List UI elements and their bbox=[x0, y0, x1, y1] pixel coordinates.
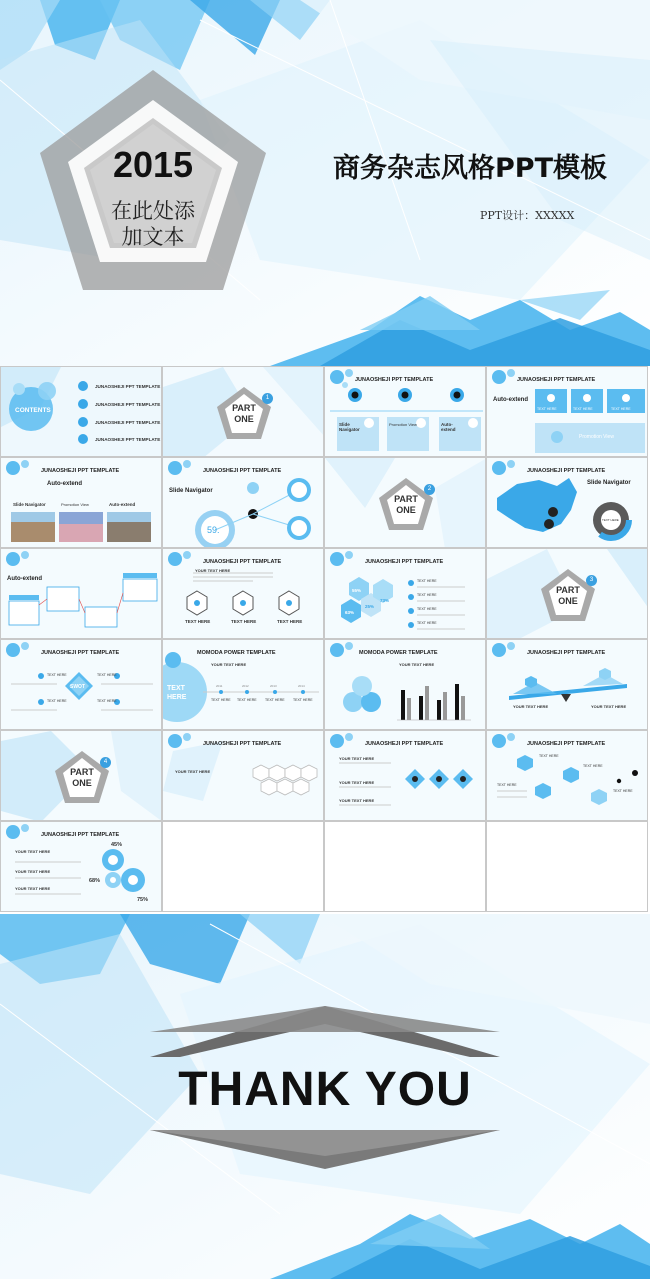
slide-navigator-heading: Slide Navigator bbox=[169, 488, 213, 494]
text-here-1: TEXT HERE bbox=[211, 698, 231, 702]
pct-25: 25% bbox=[365, 604, 375, 609]
your-text-here-2: YOUR TEXT HERE bbox=[339, 780, 375, 785]
text-here-3: TEXT HERE bbox=[417, 607, 437, 611]
text-here-caption-2: TEXT HERE bbox=[573, 407, 593, 411]
year-label-2: 2012 bbox=[242, 684, 249, 688]
cover-year: 2015 bbox=[112, 144, 194, 185]
text-word: TEXT bbox=[167, 685, 185, 692]
slide-nav-label: Slide Navigator bbox=[13, 502, 46, 507]
thumb-slide-navigator-map[interactable] bbox=[486, 457, 648, 548]
pct-63: 63% bbox=[345, 610, 355, 615]
text-here-4: TEXT HERE bbox=[417, 621, 437, 625]
thumb-title: JUNAOSHEJI PPT TEMPLATE bbox=[527, 468, 606, 474]
year-label-4: 2014 bbox=[298, 684, 305, 688]
your-text-here: YOUR TEXT HERE bbox=[211, 662, 247, 667]
thumb-title: JUNAOSHEJI PPT TEMPLATE bbox=[41, 832, 120, 838]
auto-extend-heading: Auto-extend bbox=[493, 397, 528, 403]
thumb-title: JUNAOSHEJI PPT TEMPLATE bbox=[365, 559, 444, 565]
thumb-empty-2 bbox=[324, 821, 486, 912]
pct-68: 68% bbox=[89, 878, 101, 884]
thumb-title: JUNAOSHEJI PPT TEMPLATE bbox=[41, 468, 120, 474]
text-here-1: TEXT HERE bbox=[185, 619, 211, 624]
nav-number: 59. bbox=[207, 525, 220, 535]
thumb-title: MOMODA POWER TEMPLATE bbox=[197, 650, 276, 656]
pct-45: 45% bbox=[111, 842, 123, 848]
part-one-word: ONE bbox=[72, 778, 92, 788]
part-number-badge: 4 bbox=[100, 757, 111, 768]
text-here-3: TEXT HERE bbox=[265, 698, 285, 702]
thumb-title: JUNAOSHEJI PPT TEMPLATE bbox=[203, 741, 282, 747]
contents-item-3: JUNAOSHEJI PPT TEMPLATE bbox=[95, 420, 161, 425]
part-label bbox=[386, 494, 426, 516]
promotion-view-caption: Promotion View bbox=[579, 434, 614, 440]
your-text-here-1: YOUR TEXT HERE bbox=[513, 704, 549, 709]
part-number-badge: 1 bbox=[262, 393, 273, 404]
cover-subtitle bbox=[98, 198, 208, 250]
your-text-here: YOUR TEXT HERE bbox=[175, 769, 211, 774]
your-text-here-3: YOUR TEXT HERE bbox=[15, 886, 51, 891]
text-here-caption: TEXT HERE bbox=[602, 518, 619, 522]
thumb-part-one-4[interactable] bbox=[0, 730, 162, 821]
thumb-swot[interactable] bbox=[0, 639, 162, 730]
thumb-title: JUNAOSHEJI PPT TEMPLATE bbox=[527, 650, 606, 656]
thumb-hexagon-percent[interactable] bbox=[324, 548, 486, 639]
thumb-auto-extend-icons[interactable] bbox=[486, 366, 648, 457]
thumb-slide-navigator-circles[interactable] bbox=[162, 457, 324, 548]
text-here-caption-1: TEXT HERE bbox=[537, 407, 557, 411]
thumb-contents[interactable] bbox=[0, 366, 162, 457]
thumb-hexagon-icons[interactable] bbox=[162, 548, 324, 639]
pct-55: 55% bbox=[352, 588, 362, 593]
your-text-here-2: YOUR TEXT HERE bbox=[591, 704, 627, 709]
thumb-balance[interactable] bbox=[486, 639, 648, 730]
thumb-part-one-2[interactable] bbox=[324, 457, 486, 548]
text-here-2: TEXT HERE bbox=[231, 619, 257, 624]
here-word: HERE bbox=[167, 694, 187, 701]
part-one-word: ONE bbox=[234, 414, 254, 424]
thumb-title: JUNAOSHEJI PPT TEMPLATE bbox=[203, 559, 282, 565]
your-text-here-3: YOUR TEXT HERE bbox=[339, 798, 375, 803]
cover-designer: PPT设计：XXXXX bbox=[480, 209, 575, 222]
your-text-here: YOUR TEXT HERE bbox=[195, 568, 231, 573]
text-here-2: TEXT HERE bbox=[583, 764, 603, 768]
slide-navigator-heading: Slide Navigator bbox=[587, 480, 631, 486]
text-here-2: TEXT HERE bbox=[417, 593, 437, 597]
text-here-3: TEXT HERE bbox=[497, 783, 517, 787]
part-label bbox=[548, 585, 588, 607]
thumb-title: JUNAOSHEJI PPT TEMPLATE bbox=[355, 377, 434, 383]
thumb-timeline-pins[interactable] bbox=[324, 366, 486, 457]
text-here-4: TEXT HERE bbox=[97, 699, 117, 703]
your-text-here-1: YOUR TEXT HERE bbox=[339, 756, 375, 761]
text-here-2: TEXT HERE bbox=[237, 698, 257, 702]
thumb-title: JUNAOSHEJI PPT TEMPLATE bbox=[203, 468, 282, 474]
thumb-empty-1 bbox=[162, 821, 324, 912]
thumb-auto-extend-flow[interactable] bbox=[0, 548, 162, 639]
thumb-empty-3 bbox=[486, 821, 648, 912]
cover-subtitle-line-2: 加文本 bbox=[121, 225, 185, 249]
text-here-4: TEXT HERE bbox=[293, 698, 313, 702]
your-text-here-2: YOUR TEXT HERE bbox=[15, 869, 51, 874]
closing-slide bbox=[0, 914, 650, 1279]
auto-extend-heading: Auto-extend bbox=[7, 576, 42, 582]
thumb-background bbox=[1, 549, 162, 639]
contents-item-1: JUNAOSHEJI PPT TEMPLATE bbox=[95, 384, 161, 389]
thumb-part-one-1[interactable] bbox=[162, 366, 324, 457]
year-label-1: 2011 bbox=[216, 684, 223, 688]
cover-title: 商务杂志风格PPT模板 bbox=[333, 153, 607, 184]
thumb-connected-hexagons[interactable] bbox=[486, 730, 648, 821]
your-text-here-1: YOUR TEXT HERE bbox=[15, 849, 51, 854]
cover-subtitle-line-1: 在此处添 bbox=[111, 199, 195, 223]
year-label-3: 2013 bbox=[270, 684, 277, 688]
text-here-4: TEXT HERE bbox=[613, 789, 633, 793]
part-word: PART bbox=[394, 494, 418, 504]
thumb-part-one-3[interactable] bbox=[486, 548, 648, 639]
text-here-3: TEXT HERE bbox=[97, 673, 117, 677]
part-one-word: ONE bbox=[396, 505, 416, 515]
part-label bbox=[62, 767, 102, 789]
text-here-caption-3: TEXT HERE bbox=[611, 407, 631, 411]
thumb-momoda-timeline[interactable] bbox=[162, 639, 324, 730]
thumb-gears[interactable] bbox=[0, 821, 162, 912]
text-here-3: TEXT HERE bbox=[277, 619, 303, 624]
part-one-word: ONE bbox=[558, 596, 578, 606]
auto-extend-heading: Auto-extend bbox=[47, 481, 82, 487]
thumb-title: MOMODA POWER TEMPLATE bbox=[359, 650, 438, 656]
thumb-title: JUNAOSHEJI PPT TEMPLATE bbox=[365, 741, 444, 747]
text-here-1: TEXT HERE bbox=[417, 579, 437, 583]
text-here-1: TEXT HERE bbox=[47, 673, 67, 677]
thumbnail-grid bbox=[0, 366, 650, 914]
contents-label: CONTENTS bbox=[15, 407, 51, 414]
thumb-diamond-icons[interactable] bbox=[324, 730, 486, 821]
promotion-view-label: Promotion View bbox=[389, 422, 417, 427]
part-word: PART bbox=[556, 585, 580, 595]
thumb-honeycomb[interactable] bbox=[162, 730, 324, 821]
thumb-momoda-bars[interactable] bbox=[324, 639, 486, 730]
thumb-title: JUNAOSHEJI PPT TEMPLATE bbox=[527, 741, 606, 747]
part-word: PART bbox=[232, 403, 256, 413]
contents-item-4: JUNAOSHEJI PPT TEMPLATE bbox=[95, 437, 161, 442]
part-number-badge: 2 bbox=[424, 484, 435, 495]
part-label bbox=[224, 403, 264, 425]
your-text-here: YOUR TEXT HERE bbox=[399, 662, 435, 667]
part-word: PART bbox=[70, 767, 94, 777]
text-here-2: TEXT HERE bbox=[47, 699, 67, 703]
text-here-big bbox=[167, 684, 186, 702]
thank-you-text: THANK YOU bbox=[178, 1063, 472, 1116]
thumb-title: JUNAOSHEJI PPT TEMPLATE bbox=[517, 377, 596, 383]
thumb-auto-extend-photos[interactable] bbox=[0, 457, 162, 548]
text-here-1: TEXT HERE bbox=[539, 754, 559, 758]
contents-item-2: JUNAOSHEJI PPT TEMPLATE bbox=[95, 402, 161, 407]
slide-nav-label: Slide Navigator bbox=[339, 422, 360, 432]
part-number-badge: 3 bbox=[586, 575, 597, 586]
swot-label: SWOT bbox=[70, 684, 85, 690]
thumb-title: JUNAOSHEJI PPT TEMPLATE bbox=[41, 650, 120, 656]
promotion-view-label: Promotion View bbox=[61, 502, 89, 507]
auto-extend-label: Auto- extend bbox=[441, 422, 456, 432]
cover-slide bbox=[0, 0, 650, 366]
pct-75: 75% bbox=[137, 897, 149, 903]
auto-extend-label: Auto-extend bbox=[109, 502, 136, 507]
pct-73: 73% bbox=[380, 598, 390, 603]
